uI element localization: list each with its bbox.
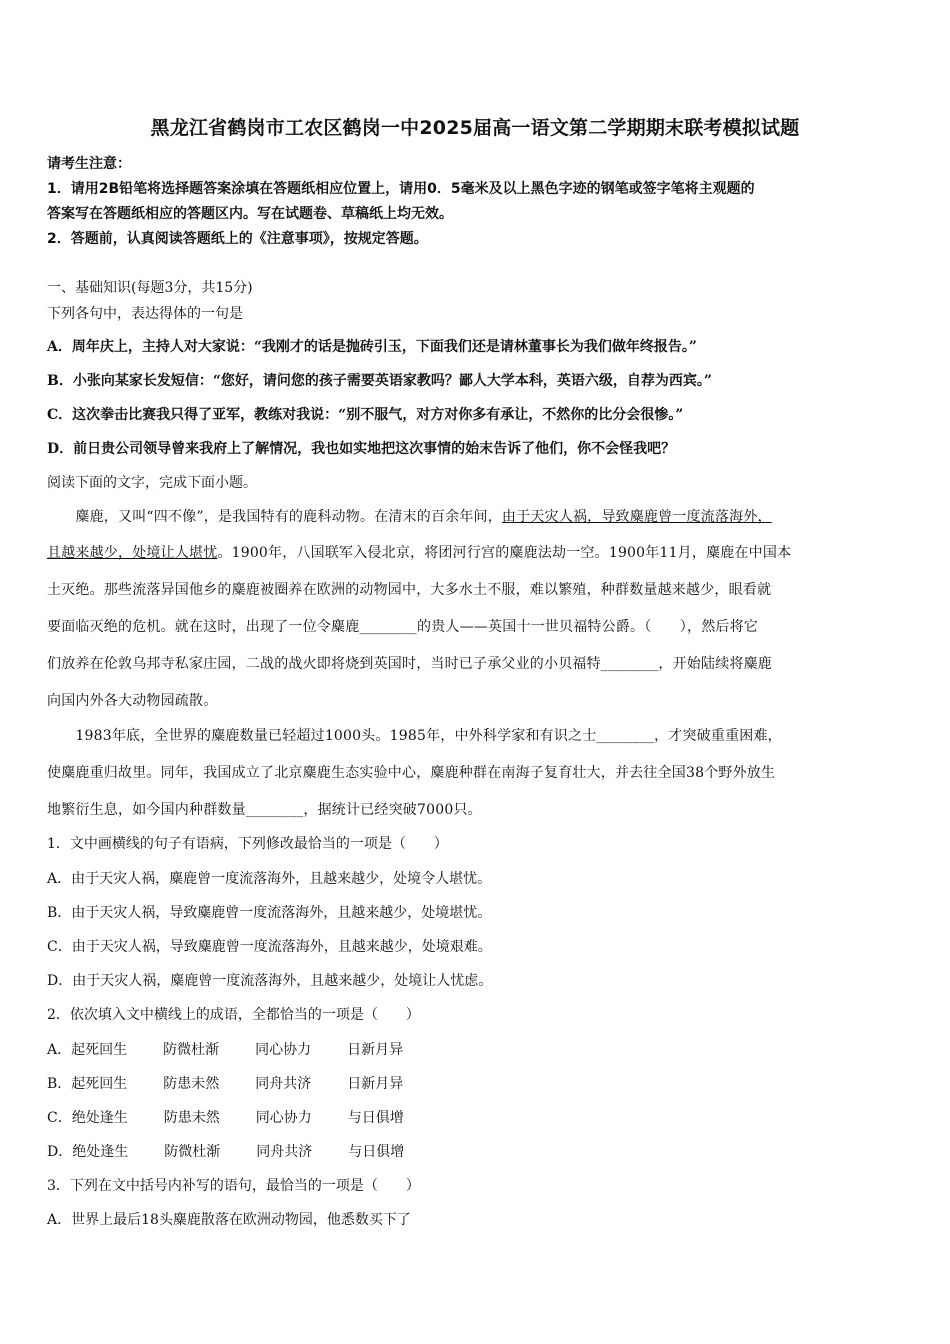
idiom: 同舟共济 — [256, 1144, 313, 1160]
passage-line: 使麋鹿重归故里。同年，我国成立了北京麋鹿生态实验中心，麋鹿种群在南海子复育壮大，并去往全国38个野外放生 — [47, 765, 776, 781]
idiom: 日新月异 — [347, 1076, 404, 1092]
passage-line: 向国内外各大动物园疏散。 — [47, 693, 218, 709]
question-1-option-a: A．由于天灾人祸，麋鹿曾一度流落海外，且越来越少，处境令人堪忧。 — [47, 871, 492, 887]
underlined-sentence: 由于天灾人祸，导致麋鹿曾一度流落海外， — [501, 509, 772, 525]
question-1-stem: 1．文中画横线的句子有语病，下列修改最恰当的一项是（ ） — [47, 836, 448, 852]
question-1-option-d: D．由于天灾人祸，麋鹿曾一度流落海外，且越来越少，处境让人忧虑。 — [47, 973, 493, 989]
idiom: 起死回生 — [71, 1076, 128, 1092]
question-2-option-a — [47, 1039, 403, 1059]
notice-line-2: 答案写在答题纸相应的答题区内。写在试题卷、草稿纸上均无效。 — [47, 206, 453, 222]
question-3-option-a: A．世界上最后18头麋鹿散落在欧洲动物园，他悉数买下了 — [47, 1212, 411, 1228]
idiom: 同心协力 — [255, 1110, 312, 1126]
question-2-option-c — [47, 1107, 404, 1127]
idiom: 同心协力 — [255, 1042, 312, 1058]
question-2-option-d — [47, 1141, 404, 1161]
question-1-option-c: C．由于天灾人祸，导致麋鹿曾一度流落海外，且越来越少，处境艰难。 — [47, 939, 492, 955]
section-heading: 一、基础知识(每题3分，共15分) — [47, 280, 253, 296]
idiom: 防微杜渐 — [164, 1144, 221, 1160]
idiom: 起死回生 — [71, 1042, 128, 1058]
notice-heading: 请考生注意： — [47, 156, 131, 172]
passage-line: 1983年底，全世界的麋鹿数量已轻超过1000头。1985年，中外科学家和有识之士________，才突破重重困难， — [47, 728, 782, 744]
option-b: B．小张向某家长发短信：“您好，请问您的孩子需要英语家教吗？鄙人大学本科，英语六级，自荐为西宾。” — [47, 373, 712, 389]
passage-line: 要面临灭绝的危机。就在这时，出现了一位令麋鹿________的贵人——英国十一世贝福特公爵。（ ），然后将它 — [47, 619, 758, 635]
idiom: 与日俱增 — [347, 1110, 404, 1126]
option-d: D．前日贵公司领导曾来我府上了解情况，我也如实地把这次事情的始末告诉了他们，你不会怪我吧？ — [47, 441, 676, 457]
option-c: C．这次拳击比赛我只得了亚军，教练对我说：“别不服气，对方对你多有承让，不然你的比分会很惨。” — [47, 407, 684, 423]
option-label: D． — [47, 1144, 73, 1160]
section-question: 下列各句中，表达得体的一句是 — [47, 306, 243, 322]
reading-intro: 阅读下面的文字，完成下面小题。 — [47, 475, 257, 491]
underlined-sentence: 且越来越少，处境让人堪忧 — [47, 545, 218, 561]
passage-line — [47, 506, 905, 526]
passage-text: 麋鹿，又叫“四不像”，是我国特有的鹿科动物。在清末的百余年间， — [47, 509, 502, 525]
question-2-option-b — [47, 1073, 403, 1093]
question-1-option-b: B．由于天灾人祸，导致麋鹿曾一度流落海外，且越来越少，处境堪忧。 — [47, 905, 492, 921]
idiom: 防患未然 — [163, 1110, 220, 1126]
notice-line-1: 1．请用2B铅笔将选择题答案涂填在答题纸相应位置上，请用0．5毫米及以上黑色字迹的钢笔或签字笔将主观题的 — [47, 181, 755, 197]
passage-line: 们放养在伦敦乌邦寺私家庄园，二战的战火即将烧到英国时，当时已子承父业的小贝福特________，开始陆续将麋鹿 — [47, 656, 772, 672]
option-label: A． — [47, 1042, 72, 1058]
option-a: A．周年庆上，主持人对大家说：“我刚才的话是抛砖引玉，下面我们还是请林董事长为我们做年终报告。” — [47, 339, 697, 355]
idiom: 日新月异 — [347, 1042, 404, 1058]
passage-text: 。1900年，八国联军入侵北京，将团河行宫的麋鹿法劫一空。1900年11月，麋鹿在中国本 — [217, 545, 792, 561]
option-label: B． — [47, 1076, 72, 1092]
question-2-stem: 2．依次填入文中横线上的成语，全都恰当的一项是（ ） — [47, 1007, 420, 1023]
passage-line: 土灭绝。那些流落异国他乡的麋鹿被圈养在欧洲的动物园中，大多水土不服，难以繁殖，种群数量越来越少，眼看就 — [47, 582, 772, 598]
page-title: 黑龙江省鹤岗市工农区鹤岗一中2025届高一语文第二学期期末联考模拟试题 — [150, 117, 800, 139]
passage-line — [47, 542, 905, 562]
idiom: 防患未然 — [163, 1076, 220, 1092]
question-3-stem: 3．下列在文中括号内补写的语句，最恰当的一项是（ ） — [47, 1178, 420, 1194]
option-label: C． — [47, 1110, 72, 1126]
idiom: 同舟共济 — [255, 1076, 312, 1092]
idiom: 绝处逢生 — [72, 1144, 129, 1160]
passage-line: 地繁衍生息，如今国内种群数量________，据统计已经突破7000只。 — [47, 802, 482, 818]
idiom: 与日俱增 — [348, 1144, 405, 1160]
notice-line-3: 2．答题前，认真阅读答题纸上的《注意事项》，按规定答题。 — [47, 231, 428, 247]
idiom: 防微杜渐 — [163, 1042, 220, 1058]
idiom: 绝处逢生 — [71, 1110, 128, 1126]
